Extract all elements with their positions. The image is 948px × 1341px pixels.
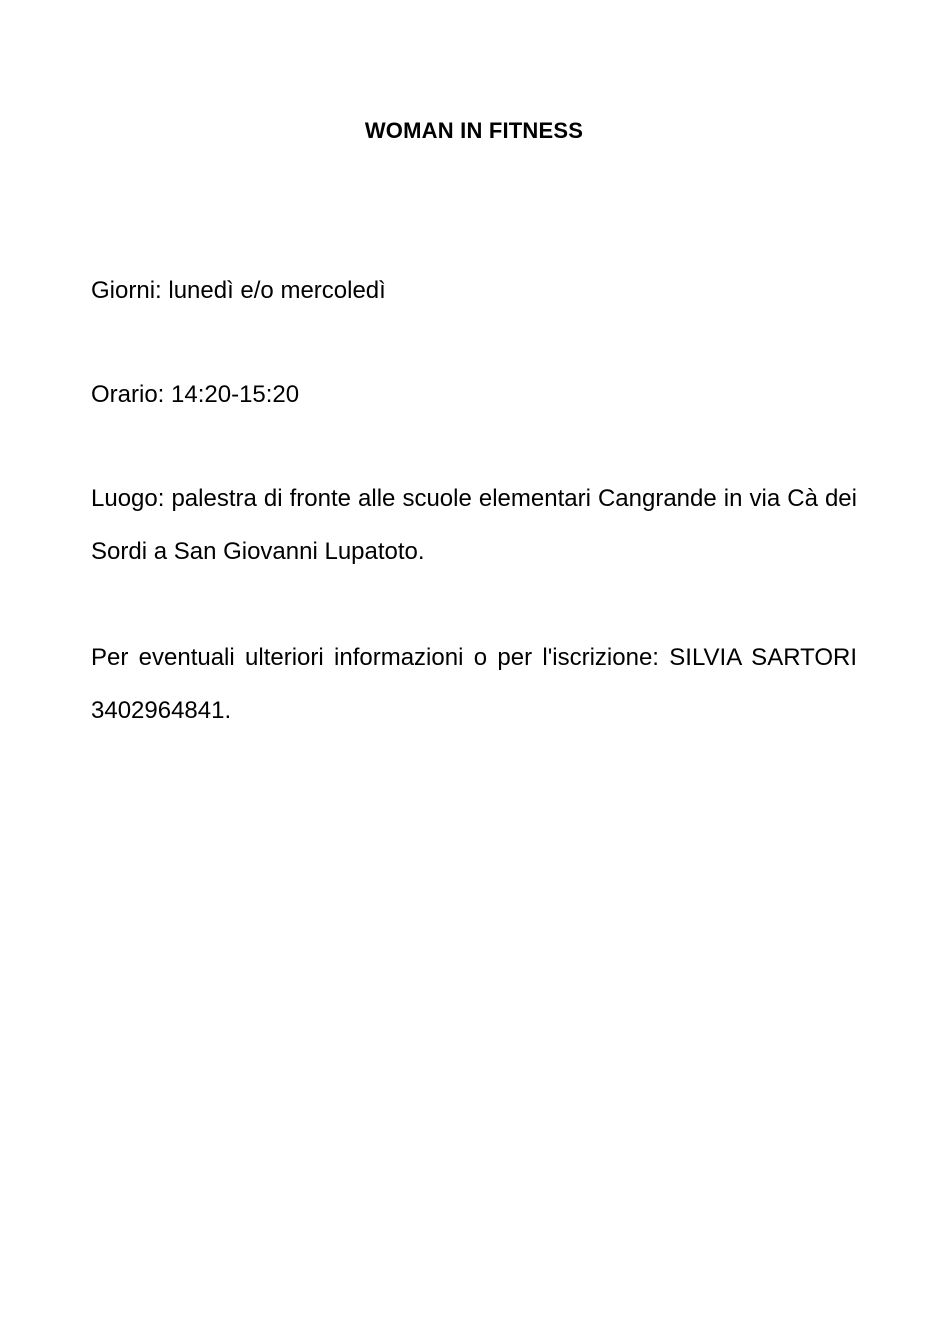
days-paragraph: Giorni: lunedì e/o mercoledì [91,277,386,304]
place-paragraph: Luogo: palestra di fronte alle scuole elementari Cangrande in via Cà dei Sordi a San Giovanni Lupatoto. [91,485,857,565]
time-paragraph: Orario: 14:20-15:20 [91,381,300,408]
info-paragraph: Per eventuali ulteriori informazioni o per l'iscrizione: SILVIA SARTORI 3402964841. [91,644,857,724]
document-title: WOMAN IN FITNESS [364,118,584,143]
